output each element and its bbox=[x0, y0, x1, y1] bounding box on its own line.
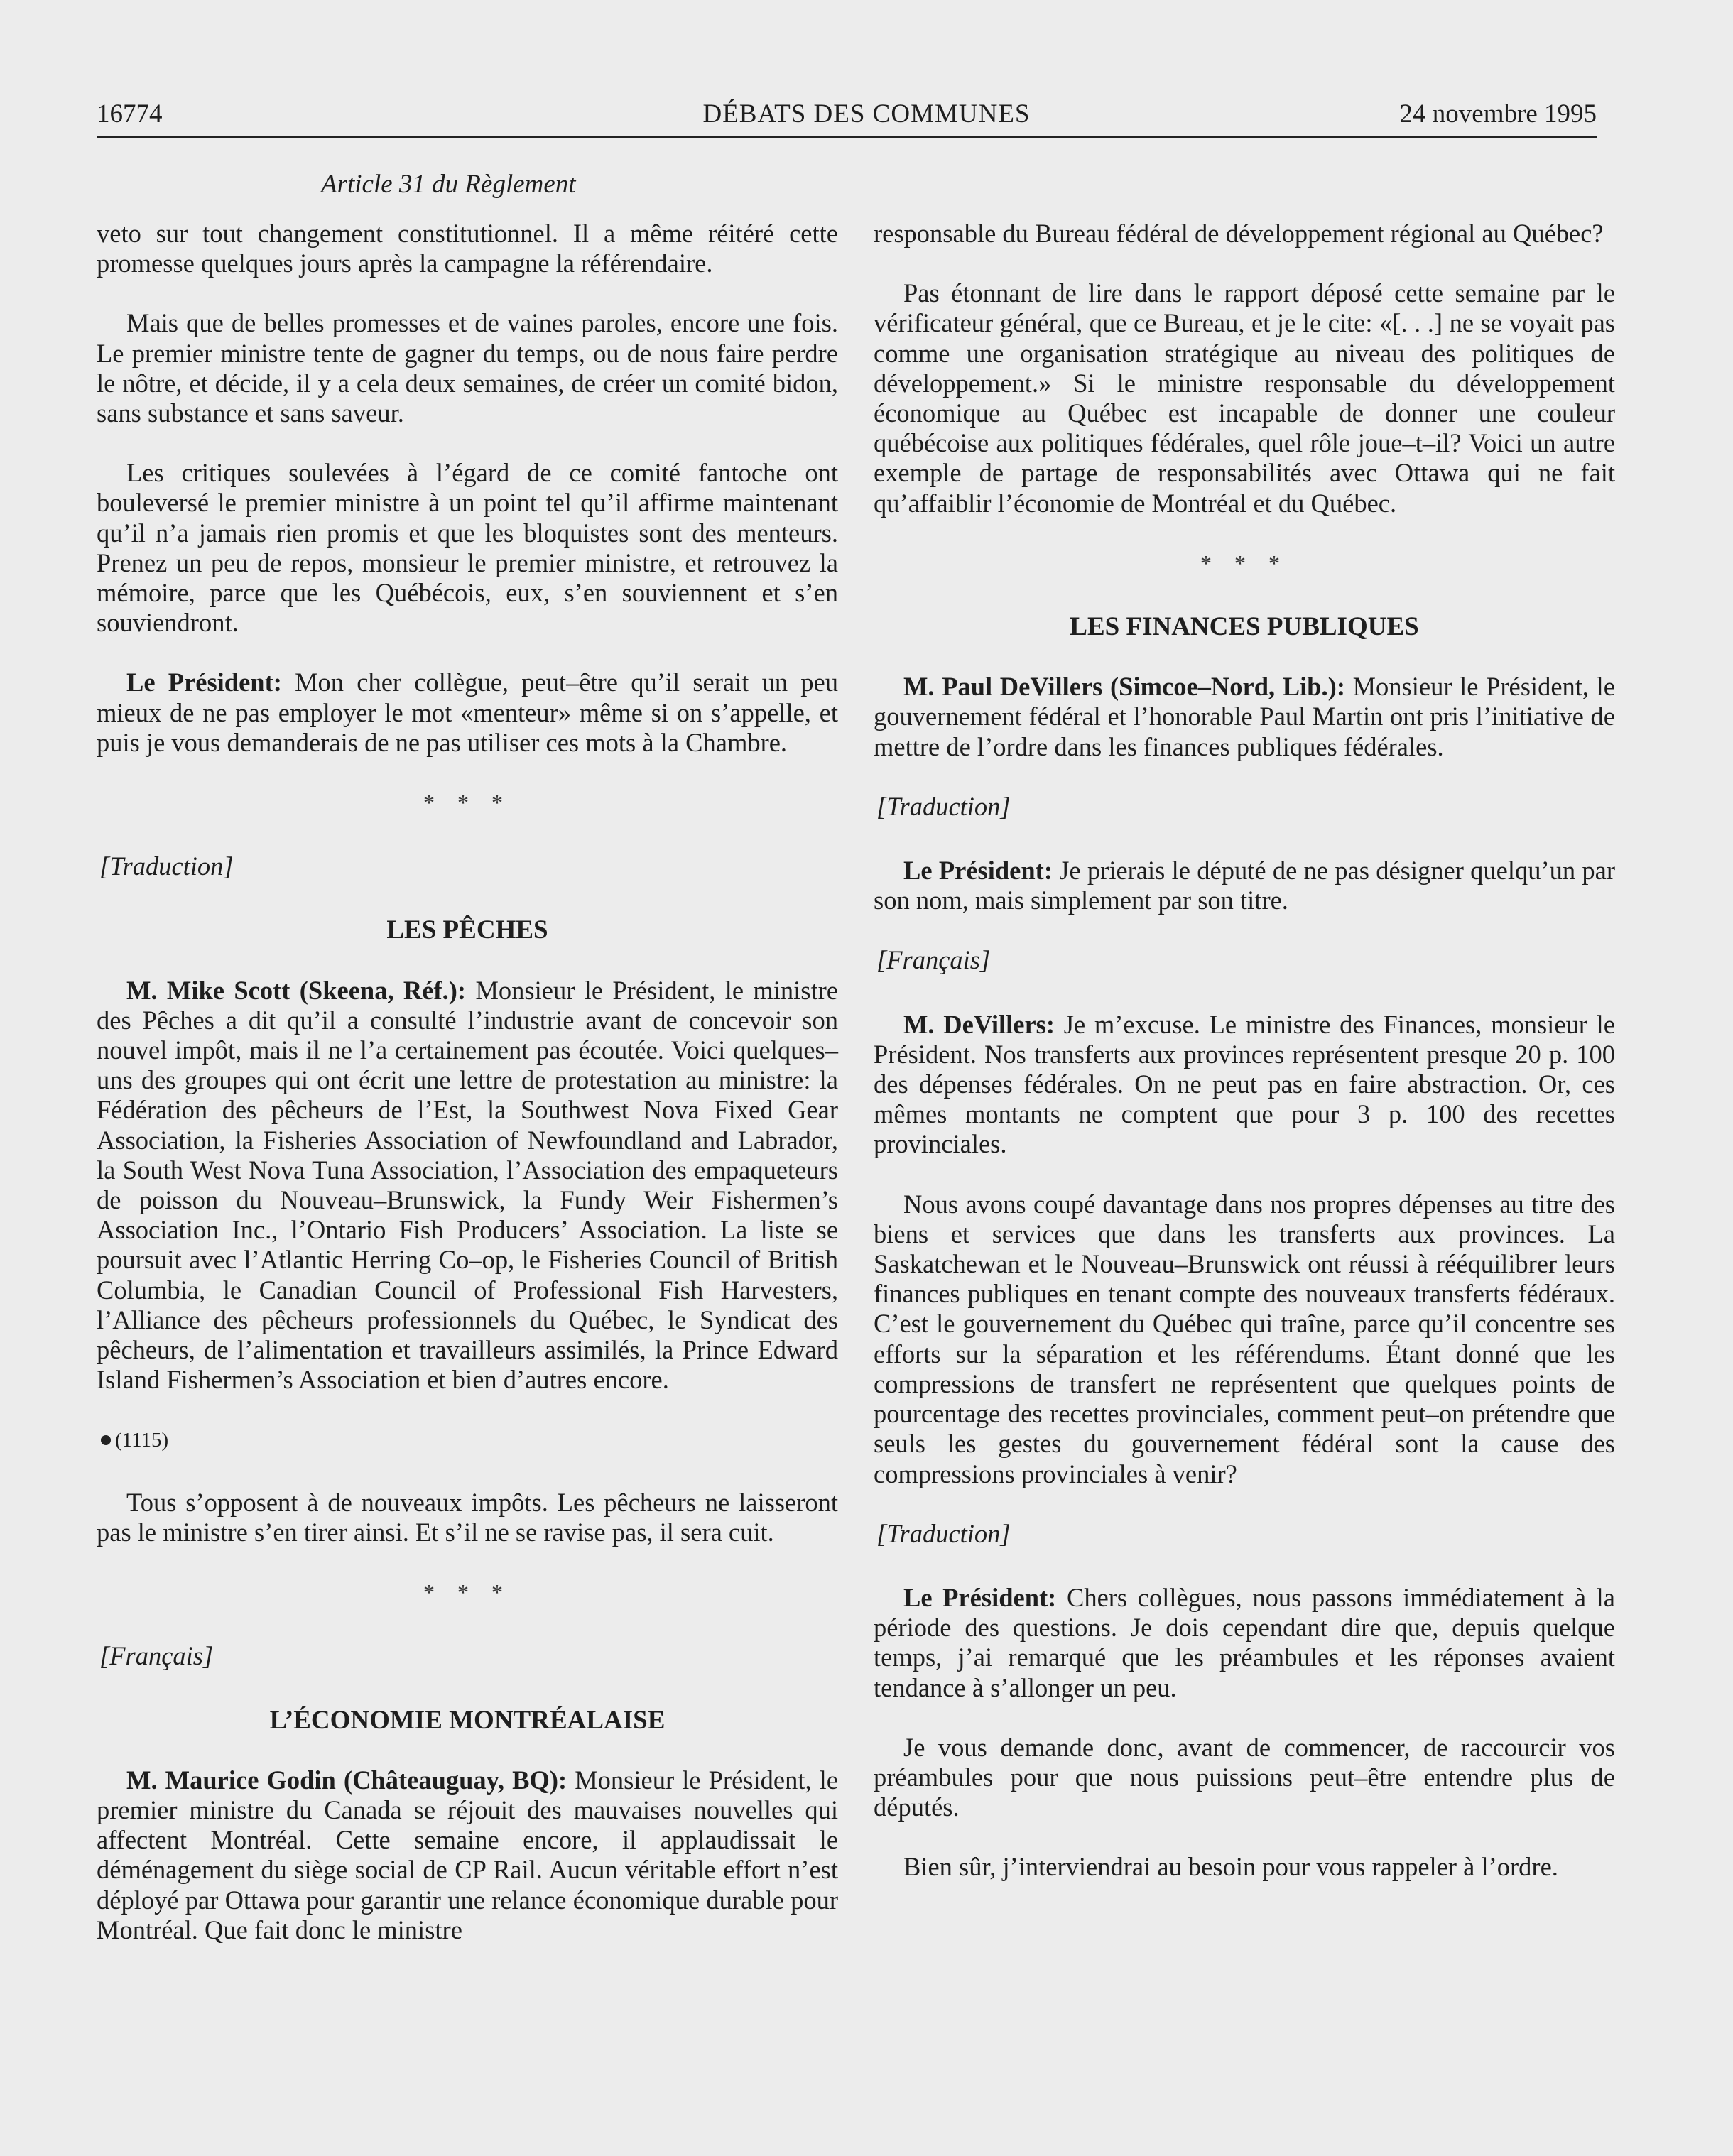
speech-text: Je m’excuse. Le ministre des Finances, monsieur le Président. Nos transferts aux provinces représentent presque 20 p. 100 des dépenses fédérales. On ne peut pas en faire abstraction. Or, ces mêmes montants ne comptent que pour 3 p. 100 des recettes provinciales. bbox=[874, 1009, 1615, 1159]
speaker-name: Le Président: bbox=[903, 856, 1053, 886]
paragraph: veto sur tout changement constitutionnel. Il a même réitéré cette promesse quelques jours après la campagne la référendaire. bbox=[97, 219, 838, 278]
language-note: [Traduction] bbox=[876, 1518, 1011, 1548]
speech-text: Chers collègues, nous passons immédiatement à la période des questions. Je dois cependant dire que, depuis quelque temps, j’ai remarqué que les préambules et les réponses avaient tendance à s’allonger un peu. bbox=[874, 1582, 1616, 1702]
paragraph: Pas étonnant de lire dans le rapport déposé cette semaine par le vérificateur général, que ce Bureau, et je le cite: «[. . .] ne se voyait pas comme une organisation stratégique au niveau des politiques de développement.» Si le ministre responsable du développement économique au Québec est incapable de donner une couleur québécoise aux politiques fédérales, quel rôle joue–t–il? Voici un autre exemple de partage de responsabilités avec Ottawa qui ne fait qu’affaiblir l’économie de Montréal et du Québec. bbox=[874, 278, 1615, 518]
header-date: 24 novembre 1995 bbox=[1399, 99, 1597, 129]
paragraph bbox=[874, 1010, 1615, 1160]
time-label: (1115) bbox=[115, 1428, 169, 1452]
language-note: [Traduction] bbox=[876, 791, 1011, 821]
speech-text: Monsieur le Président, le gouvernement fédéral et l’honorable Paul Martin ont pris l’initiative de mettre de l’ordre dans les finances publiques fédérales. bbox=[874, 672, 1615, 761]
speaker-name: Le Président: bbox=[903, 1582, 1057, 1612]
time-marker bbox=[101, 1425, 838, 1455]
speaker-name: M. DeVillers: bbox=[903, 1009, 1055, 1039]
section-separator: * * * bbox=[423, 790, 511, 816]
paragraph: Je vous demande donc, avant de commencer, de raccourcir vos préambules pour que nous puissions peut–être entendre plus de députés. bbox=[874, 1732, 1615, 1822]
right-column bbox=[874, 219, 1615, 1912]
paragraph bbox=[97, 668, 838, 758]
paragraph: Les critiques soulevées à l’égard de ce comité fantoche ont bouleversé le premier ministre à un point tel qu’il affirme maintenant qu’il n’a jamais rien promis et que les bloquistes sont des menteurs. Prenez un peu de repos, monsieur le premier ministre, et retrouvez la mémoire, parce que les Québécois, eux, s’en souviennent et s’en souviendront. bbox=[97, 458, 838, 638]
paragraph: Bien sûr, j’interviendrai au besoin pour vous rappeler à l’ordre. bbox=[903, 1852, 1558, 1882]
bullet-icon bbox=[101, 1435, 111, 1445]
section-separator: * * * bbox=[1200, 550, 1288, 576]
language-note: [Traduction] bbox=[99, 851, 234, 881]
section-heading: LES PÊCHES bbox=[386, 915, 548, 945]
header-rule bbox=[97, 136, 1597, 138]
paragraph: responsable du Bureau fédéral de développement régional au Québec? bbox=[874, 219, 1604, 248]
running-title: DÉBATS DES COMMUNES bbox=[702, 99, 1031, 129]
paragraph bbox=[97, 1765, 838, 1945]
speaker-name: M. Mike Scott (Skeena, Réf.): bbox=[126, 975, 467, 1005]
speaker-name: M. Maurice Godin (Châteauguay, BQ): bbox=[126, 1765, 567, 1795]
speech-text: Monsieur le Président, le premier ministre du Canada se réjouit des mauvaises nouvelles qui affectent Montréal. Cette semaine encore, il applaudissait le déménagement du siège social de CP Rail. Aucun véritable effort n’est déployé par Ottawa pour garantir une relance économique durable pour Montréal. Que fait donc le ministre bbox=[97, 1765, 838, 1944]
speech-text: Monsieur le Président, le ministre des Pêches a dit qu’il a consulté l’industrie avant de concevoir son nouvel impôt, mais il ne l’a certainement pas écoutée. Voici quelques–uns des groupes qui ont écrit une lettre de protestation au ministre: la Fédération des pêcheurs de l’Est, la Southwest Nova Fixed Gear Association, la Fisheries Association of Newfoundland and Labrador, la South West Nova Tuna Association, l’Association des empaqueteurs de poisson du Nouveau–Brunswick, la Fundy Weir Fishermen’s Association Inc., l’Ontario Fish Producers’ Association. La liste se poursuit avec l’Atlantic Herring Co–op, le Fisheries Council of British Columbia, le Canadian Council of Professional Fish Harvesters, l’Alliance des pêcheurs professionnels du Québec, le Syndicat des pêcheurs, de l’alimentation et travailleurs assimilés, la Prince Edward Island Fishermen’s Association et bien d’autres encore. bbox=[97, 975, 838, 1395]
page-number: 16774 bbox=[97, 99, 163, 129]
speaker-name: M. Paul DeVillers (Simcoe–Nord, Lib.): bbox=[903, 672, 1345, 702]
section-separator: * * * bbox=[423, 1579, 511, 1606]
paragraph: Nous avons coupé davantage dans nos propres dépenses au titre des biens et services que dans les transferts aux provinces. La Saskatchewan et le Nouveau–Brunswick ont réussi à rééquilibrer leurs finances publiques en tenant compte des nouveaux transferts fédéraux. C’est le gouvernement du Québec qui traîne, parce qu’il concentre ses efforts sur la séparation et les référendums. Étant donné que les compressions de transfert ne représentent que quelques points de pourcentage des recettes provinciales, comment peut–on prétendre que seuls les gestes du gouvernement fédéral sont la cause des compressions provinciales à venir? bbox=[874, 1189, 1615, 1488]
paragraph: Tous s’opposent à de nouveaux impôts. Les pêcheurs ne laisseront pas le ministre s’en tirer ainsi. Et s’il ne se ravise pas, il sera cuit. bbox=[97, 1487, 838, 1547]
paragraph: Mais que de belles promesses et de vaines paroles, encore une fois. Le premier ministre tente de gagner du temps, ou de nous faire perdre le nôtre, et décide, il y a cela deux semaines, de créer un comité bidon, sans substance et sans saveur. bbox=[97, 308, 838, 428]
section-heading: L’ÉCONOMIE MONTRÉALAISE bbox=[269, 1705, 666, 1735]
left-column bbox=[97, 219, 838, 1975]
section-heading: LES FINANCES PUBLIQUES bbox=[1070, 612, 1419, 642]
speech-text: Mon cher collègue, peut–être qu’il serait un peu mieux de ne pas employer le mot «menteur» même si on s’appelle, et puis je vous demanderais de ne pas utiliser ces mots à la Chambre. bbox=[97, 668, 838, 757]
language-note: [Français] bbox=[876, 945, 991, 975]
speech-text: Je prierais le député de ne pas désigner quelqu’un par son nom, mais simplement par son titre. bbox=[874, 856, 1616, 915]
paragraph bbox=[97, 976, 838, 1395]
section-subheader: Article 31 du Règlement bbox=[321, 170, 576, 199]
paragraph bbox=[874, 856, 1615, 915]
speaker-name: Le Président: bbox=[126, 668, 282, 697]
paragraph bbox=[874, 672, 1615, 762]
language-note: [Français] bbox=[99, 1641, 214, 1671]
paragraph bbox=[874, 1583, 1615, 1703]
